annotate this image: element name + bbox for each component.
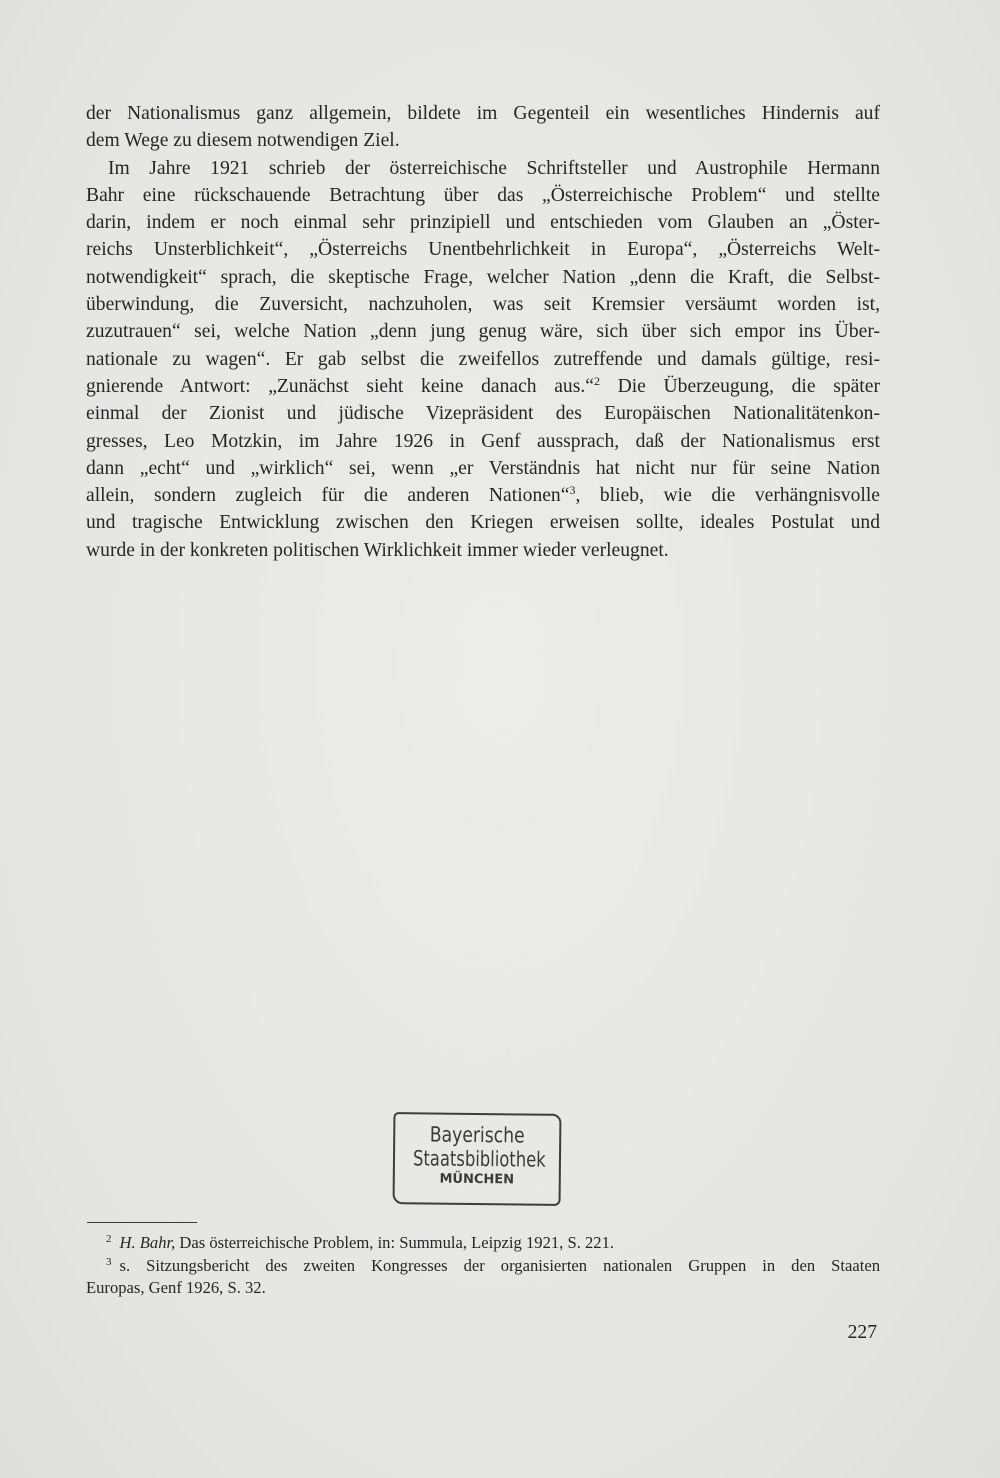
text-line: dann „echt“ und „wirklich“ sei, wenn „er Verständnis hat nicht nur für seine Nation	[86, 457, 880, 479]
text-line: darin, indem er noch einmal sehr prinzipiell und entschieden vom Glauben an „Öster-	[86, 212, 880, 234]
text-line: reichs Unsterblichkeit“, „Österreichs Unentbehrlichkeit in Europa“, „Österreichs Welt-	[86, 239, 880, 261]
footnote-divider	[87, 1222, 197, 1223]
text-segment: Die Überzeugung, die später	[599, 375, 880, 397]
text-line: gresses, Leo Motzkin, im Jahre 1926 in Genf aussprach, daß der Nationalismus erst	[86, 430, 880, 452]
footnote-3	[86, 1255, 880, 1278]
text-line: der Nationalismus ganz allgemein, bildete im Gegenteil ein wesentliches Hindernis auf	[86, 103, 880, 124]
footnote-marker: 2	[106, 1233, 112, 1245]
text-line: zuzutrauen“ sei, welche Nation „denn jung genug wäre, sich über sich empor ins Über-	[86, 321, 880, 343]
library-stamp	[393, 1112, 562, 1206]
page-number: 227	[847, 1322, 877, 1343]
footnote-text: s. Sitzungsbericht des zweiten Kongresses der organisierten nationalen Gruppen in den Staaten	[119, 1255, 880, 1275]
text-line: Bahr eine rückschauende Betrachtung über das „Österreichische Problem“ und stellte	[86, 184, 880, 206]
footnote-marker: 3	[106, 1255, 112, 1268]
text-segment: gnierende Antwort: „Zunächst sieht keine danach aus.“	[86, 375, 594, 397]
text-line: notwendigkeit“ sprach, die skeptische Frage, welcher Nation „denn die Kraft, die Selbst-	[86, 266, 880, 288]
text-segment: allein, sondern zugleich für die anderen Nationen“	[86, 485, 570, 507]
text-line: Im Jahre 1921 schrieb der österreichische Schriftsteller und Austrophile Hermann	[108, 157, 880, 179]
footnote-ref-3[interactable]: 3	[569, 483, 576, 498]
text-line: und tragische Entwicklung zwischen den Kriegen erweisen sollte, ideales Postulat und	[86, 512, 880, 534]
stamp-line: Bayerische	[429, 1122, 525, 1148]
footnote-author: H. Bahr,	[119, 1233, 176, 1252]
stamp-line: Staatsbibliothek	[412, 1146, 546, 1172]
text-segment: , blieb, wie die verhängnisvolle	[575, 485, 880, 507]
text-line: wurde in der konkreten politischen Wirklichkeit immer wieder verleugnet.	[86, 539, 669, 561]
stamp-line: MÜNCHEN	[439, 1171, 515, 1188]
text-line: einmal der Zionist und jüdische Vizepräsident des Europäischen Nationalitätenkon-	[86, 403, 880, 425]
footnote-text: Das österreichische Problem, in: Summula, Leipzig 1921, S. 221.	[175, 1233, 615, 1252]
text-line: nationale zu wagen“. Er gab selbst die zweifellos zutreffende und damals gültige, resi-	[86, 348, 880, 370]
footnote-2	[86, 1232, 880, 1255]
text-line	[86, 482, 880, 509]
body-text	[86, 100, 880, 564]
footnote-ref-2[interactable]: 2	[593, 373, 600, 388]
text-line	[86, 373, 880, 400]
text-line: dem Wege zu diesem notwendigen Ziel.	[86, 130, 400, 152]
footnote-3-continued: Europas, Genf 1926, S. 32.	[86, 1278, 266, 1297]
text-line: überwindung, die Zuversicht, nachzuholen, was seit Kremsier versäumt worden ist,	[86, 294, 880, 316]
footnotes	[86, 1232, 880, 1300]
